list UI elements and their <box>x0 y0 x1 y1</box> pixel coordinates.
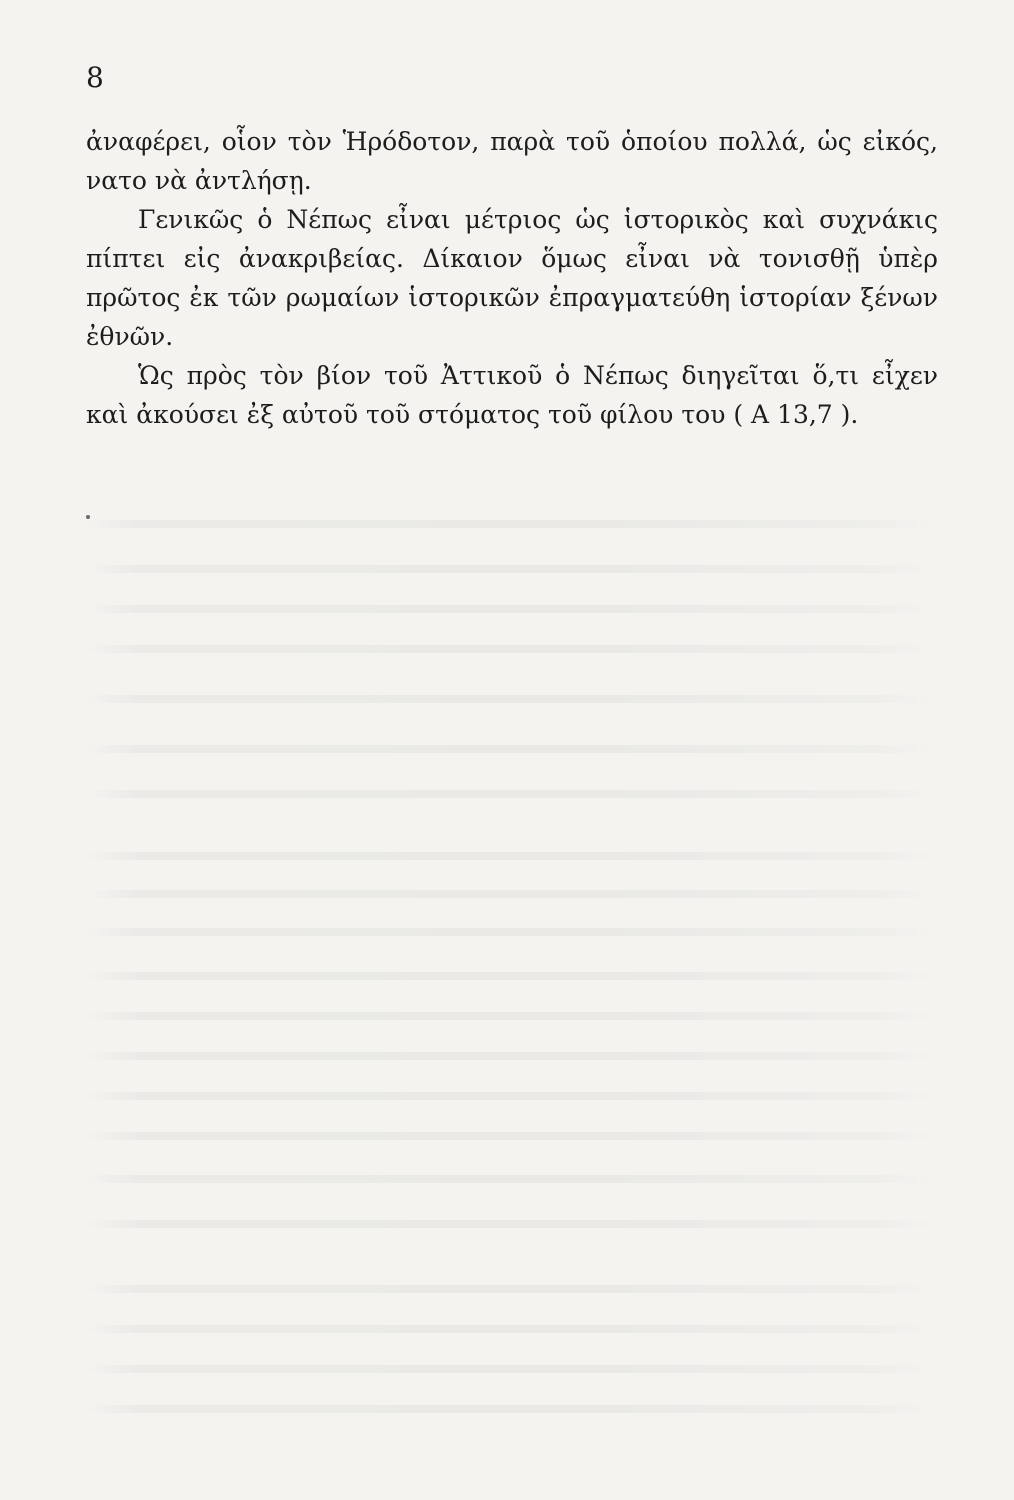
body-text <box>86 122 938 434</box>
text-line-5: πρῶτος ἐκ τῶν ρωμαίων ἱστορικῶν ἐπραγματεύθη ἱστορίαν ξένων <box>86 283 938 312</box>
text-line-7: Ὡς πρὸς τὸν βίον τοῦ Ἀττικοῦ ὁ Νέπως διηγεῖται ὅ,τι εἶχεν <box>138 361 938 390</box>
text-line-4: πίπτει εἰς ἀνακριβείας. Δίκαιον ὅμως εἶναι νὰ τονισθῇ ὑπὲρ <box>86 244 938 273</box>
text-line-1: ἀναφέρει, οἷον τὸν Ἡρόδοτον, παρὰ τοῦ ὁποίου πολλά, ὡς εἰκός, <box>86 127 938 156</box>
text-line-2: νατο νὰ ἀντλήσῃ. <box>86 166 312 195</box>
text-line-3: Γενικῶς ὁ Νέπως εἶναι μέτριος ὡς ἱστορικὸς καὶ συχνάκις <box>138 205 938 234</box>
text-line-6: ἐθνῶν. <box>86 322 174 351</box>
page-number: 8 <box>86 61 104 94</box>
text-line-8: καὶ ἀκούσει ἐξ αὐτοῦ τοῦ στόματος τοῦ φίλου του ( Α 13,7 ). <box>86 400 859 429</box>
